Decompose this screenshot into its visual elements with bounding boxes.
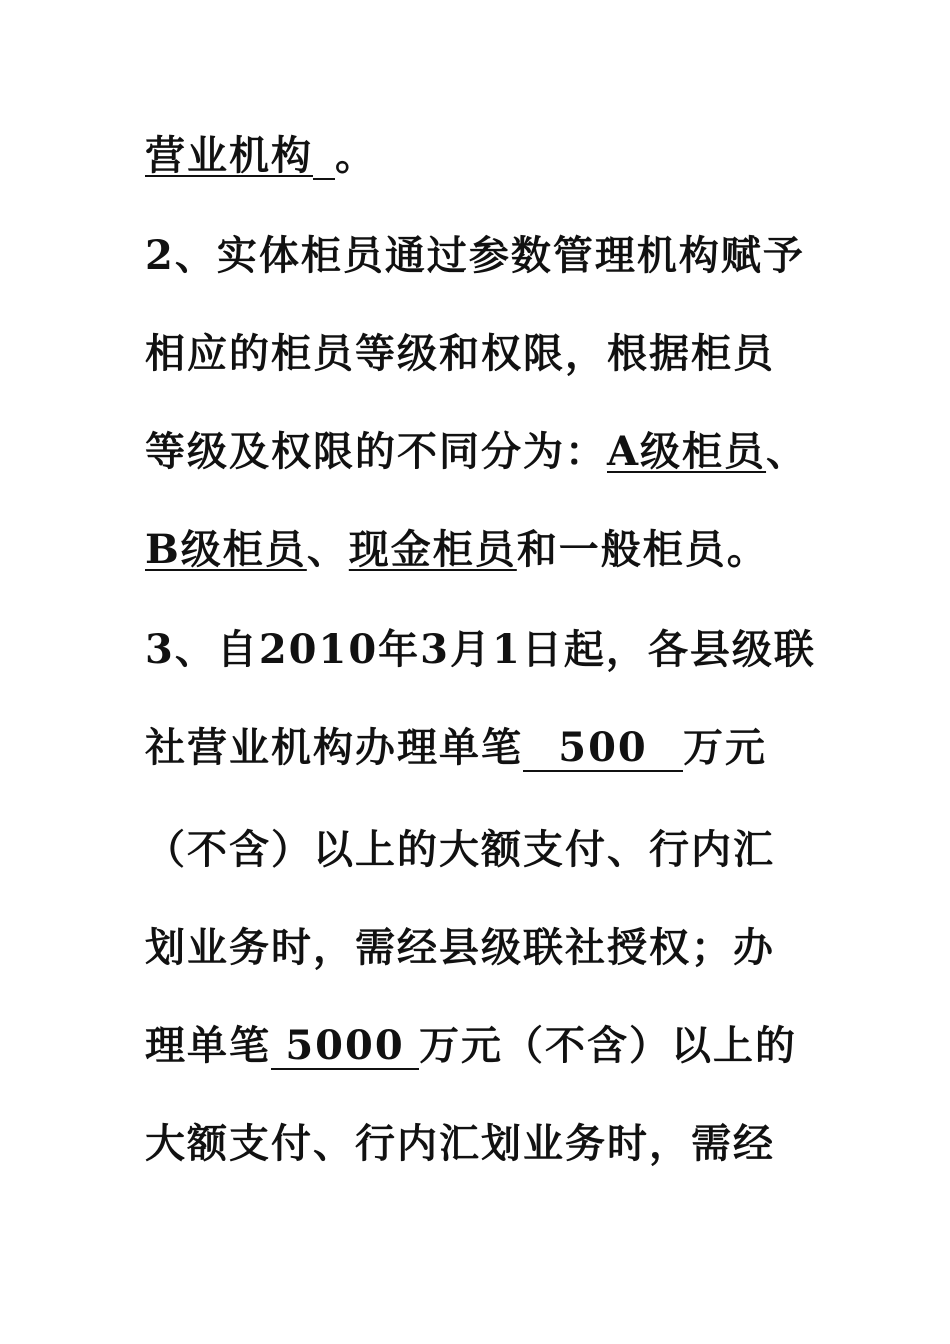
line-text: 万元 [683,724,767,771]
text-line-10 [145,1022,845,1070]
text-line-9 [145,924,845,972]
line-text: 2、实体柜员通过参数管理机构赋予 [145,232,805,279]
line-text: 划业务时，需经县级联社授权；办 [145,924,775,971]
underlined-answer-a-teller: A级柜员 [607,428,767,475]
line-text: 和一般柜员。 [516,526,769,573]
text-line-11 [145,1120,845,1168]
line-text: 万元（不含）以上的 [419,1022,797,1069]
underline-tail [313,138,335,180]
text-line-2 [145,232,845,280]
line-text: 理单笔 [145,1022,271,1069]
underlined-answer-business-institution: 营业机构 [145,132,313,179]
text-line-5 [145,526,845,574]
line-text: 3、自2010年3月1日起，各县级联 [145,626,816,673]
text-line-1 [145,132,845,180]
punctuation: 、 [306,526,349,573]
text-line-4 [145,428,845,476]
text-line-6 [145,626,845,674]
line-text: 社营业机构办理单笔 [145,724,523,771]
line-text: 等级及权限的不同分为： [145,428,607,475]
fill-blank-5000: 5000 [271,1024,419,1070]
fill-blank-500: 500 [523,726,683,772]
line-text: （不含）以上的大额支付、行内汇 [145,826,775,873]
punctuation: 。 [335,132,377,179]
text-line-7 [145,724,845,772]
punctuation: 、 [766,428,809,475]
underlined-answer-cash-teller: 现金柜员 [348,526,517,573]
line-text: 相应的柜员等级和权限，根据柜员 [145,330,775,377]
text-line-8 [145,826,845,874]
line-text: 大额支付、行内汇划业务时，需经 [145,1120,775,1167]
text-line-3 [145,330,845,378]
underlined-answer-b-teller: B级柜员 [145,526,307,573]
